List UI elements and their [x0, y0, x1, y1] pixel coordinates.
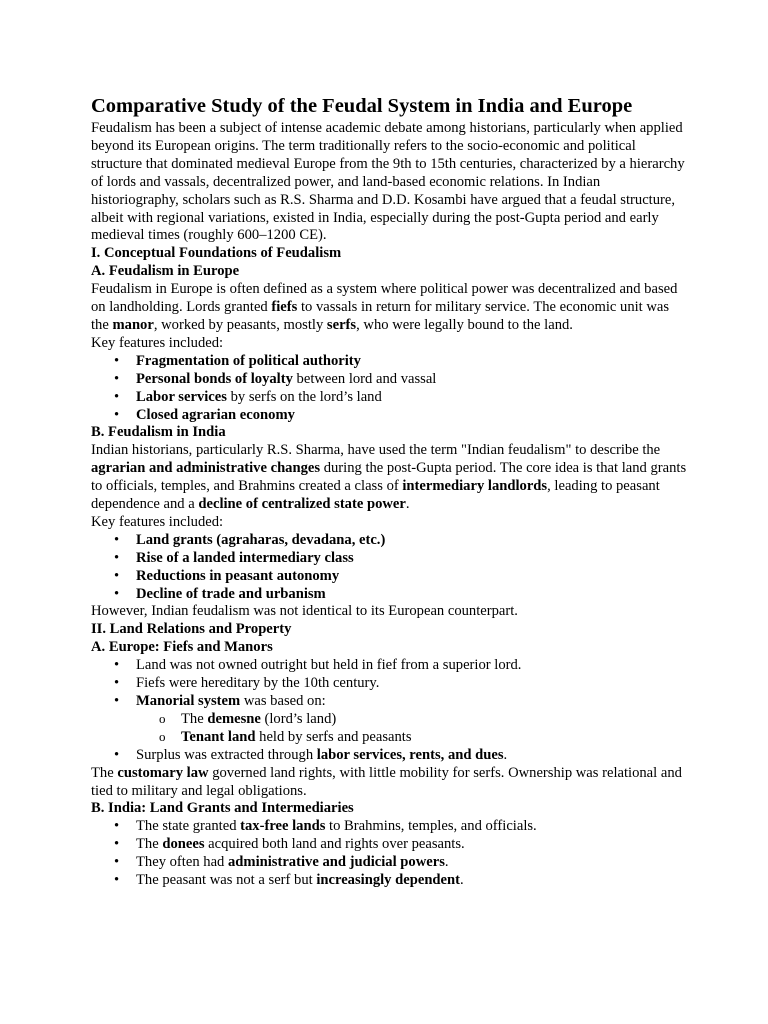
section-2a-list: [91, 657, 688, 711]
bold-text: donees: [162, 836, 205, 853]
list-item: [91, 693, 688, 711]
list-item: [91, 586, 688, 604]
text-run: by serfs on the lord’s land: [226, 388, 382, 405]
text-run: Land was not owned outright but held in fief from a superior lord.: [136, 657, 522, 674]
text-run: , who were legally bound to the land.: [356, 316, 573, 333]
list-item: [91, 550, 688, 568]
section-2a-paragraph: [91, 765, 688, 801]
section-1b-feature-list: [91, 532, 688, 604]
list-item: [91, 407, 688, 425]
list-item: [91, 836, 688, 854]
section-2a-heading: A. Europe: Fiefs and Manors: [91, 639, 273, 656]
bold-text: fiefs: [271, 299, 298, 316]
text-run: They often had: [136, 854, 228, 871]
list-item: [91, 532, 688, 550]
bold-text: Land grants (agraharas, devadana, etc.): [136, 531, 386, 548]
section-1-heading: I. Conceptual Foundations of Feudalism: [91, 245, 342, 262]
bold-text: Decline of trade and urbanism: [136, 585, 326, 602]
bold-text: agrarian and administrative changes: [91, 460, 321, 477]
bold-text: Labor services: [136, 388, 227, 405]
section-1a-heading: A. Feudalism in Europe: [91, 263, 240, 280]
section-1a-key-label: Key features included:: [91, 334, 224, 351]
bold-text: Personal bonds of loyalty: [136, 370, 293, 387]
bold-text: demesne: [207, 710, 261, 727]
text-run: .: [503, 746, 508, 763]
list-item: [91, 568, 688, 586]
bold-text: Manorial system: [136, 693, 241, 709]
bold-text: manor: [112, 316, 154, 333]
list-item: [91, 747, 688, 765]
list-item: [91, 711, 688, 729]
bold-text: serfs: [326, 316, 357, 333]
section-1b-key-label: Key features included:: [91, 513, 224, 530]
section-2a-list-continued: [91, 747, 688, 765]
text-run: acquired both land and rights over peasants.: [204, 836, 465, 853]
bold-text: administrative and judicial powers: [228, 854, 445, 871]
text-run: held by serfs and peasants: [255, 728, 412, 745]
text-run: to vassals in return for military service. The economic unit was the: [91, 299, 670, 333]
section-1b-heading: B. Feudalism in India: [91, 424, 226, 441]
intro-paragraph: [91, 120, 688, 245]
text-run: to Brahmins, temples, and officials.: [325, 818, 537, 835]
list-item: [91, 854, 688, 872]
text-run: .: [460, 872, 464, 889]
section-1b-paragraph: [91, 442, 688, 514]
text-run: between lord and vassal: [292, 370, 437, 387]
bold-text: increasingly dependent: [316, 872, 461, 889]
text-run: The state granted: [136, 818, 241, 835]
list-item: [91, 818, 688, 836]
text-run: Feudalism has been a subject of intense academic debate among historians, particularly when applied beyond its European origins. The term traditionally refers to the socio-economic and political structure that dominated medieval Europe from the 9th to 15th centuries, characterized by a hierarchy of lords and vassals, decentralized power, and land-based economic relations. In Indian historiography, scholars such as R.S. Sharma and D.D. Kosambi have argued that a feudal structure, albeit with regional variations, existed in India, especially during the post-Gupta period and early medieval times (roughly 600–1200 CE).: [91, 120, 685, 244]
bold-text: customary law: [117, 764, 209, 781]
section-2b-list: [91, 818, 688, 890]
text-run: Feudalism in Europe is often defined as a system where political power was decentralized and based on landholding. Lords granted: [91, 281, 678, 316]
list-item: [91, 371, 688, 389]
section-1a-feature-list: [91, 353, 688, 425]
list-item: [91, 675, 688, 693]
text-run: , leading to peasant dependence and a: [91, 478, 660, 513]
list-item: [91, 729, 688, 747]
text-run: governed land rights, with little mobility for serfs. Ownership was relational and tied to military and legal obligations.: [91, 764, 682, 799]
text-run: during the post-Gupta period. The core idea is that land grants to officials, temples, and Brahmins created a class of: [91, 460, 687, 495]
text-run: (lord’s land): [260, 710, 337, 727]
text-run: Fiefs were hereditary by the 10th century.: [136, 675, 380, 692]
bold-text: decline of centralized state power: [198, 496, 406, 513]
bold-text: tax-free lands: [240, 818, 326, 835]
section-2b-heading: B. India: Land Grants and Intermediaries: [91, 800, 354, 817]
text-run: Surplus was extracted through: [136, 746, 317, 763]
text-run: .: [444, 854, 449, 871]
document-title: Comparative Study of the Feudal System in India and Europe: [91, 95, 633, 117]
list-item: [91, 872, 688, 890]
text-run: was based on:: [240, 693, 326, 709]
bold-text: Closed agrarian economy: [136, 406, 295, 423]
bold-text: Rise of a landed intermediary class: [136, 549, 354, 566]
section-1a-paragraph: [91, 281, 688, 335]
text-run: , worked by peasants, mostly: [153, 316, 327, 333]
bold-text: labor services, rents, and dues: [316, 746, 504, 763]
bold-text: Tenant land: [181, 728, 256, 745]
bold-text: Reductions in peasant autonomy: [136, 567, 340, 584]
section-2a-sublist: [91, 711, 688, 747]
list-item: [91, 353, 688, 371]
text-run: .: [405, 496, 410, 513]
list-item: [91, 657, 688, 675]
bold-text: Fragmentation of political authority: [136, 352, 361, 369]
text-run: The: [181, 710, 208, 727]
text-run: Indian historians, particularly R.S. Sharma, have used the term "Indian feudalism" to describe the: [91, 442, 661, 459]
section-2-heading: II. Land Relations and Property: [91, 621, 292, 638]
text-run: The: [136, 836, 163, 853]
list-item: [91, 389, 688, 407]
section-1b-closing: However, Indian feudalism was not identical to its European counterpart.: [91, 603, 518, 620]
text-run: The: [91, 764, 118, 781]
bold-text: intermediary landlords: [402, 478, 548, 495]
text-run: The peasant was not a serf but: [136, 872, 317, 889]
